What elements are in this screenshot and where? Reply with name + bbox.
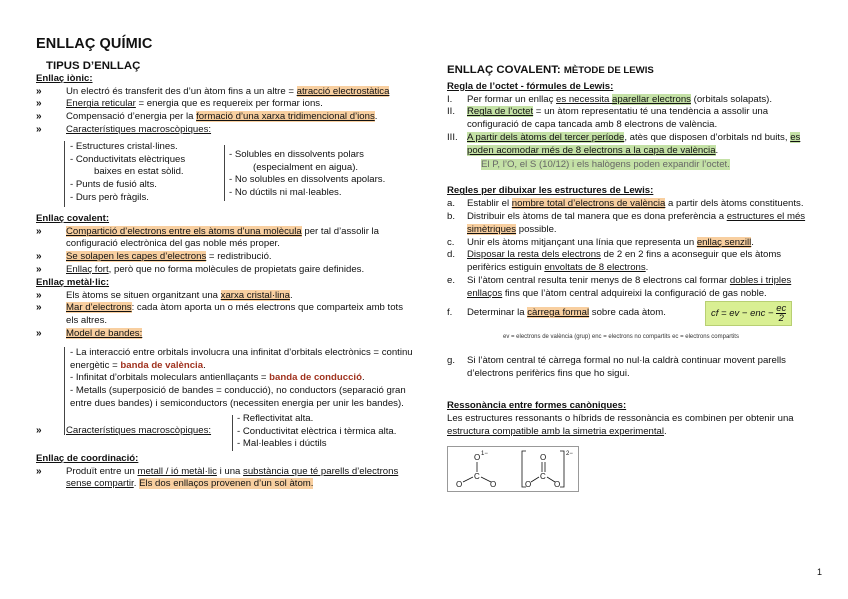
list-item: » Produït entre un metall / ió metàl·lic i una substància que té parells d’electrons sense compartir. Els dos enllaços provenen d’un sol àtom. — [36, 465, 399, 490]
section-title-tipus: TIPUS D’ENLLAÇ — [46, 60, 141, 72]
list-item: b. Distribuir els àtoms de tal manera que es dona preferència a estructures el més simètriques possible. — [447, 210, 806, 235]
list-item: g. Si l’àtom central té càrrega formal no nul·la caldrà continuar movent parells d’electrons perifèrics fins que ho sigui. — [447, 355, 786, 380]
list-item: » Enllaç fort, però que no forma molècules de propietats gaire definides. — [36, 263, 365, 275]
brace — [64, 141, 65, 207]
svg-text:O: O — [490, 480, 497, 490]
rules-heading: Regles per dibuixar les estructures de Lewis: — [447, 185, 654, 197]
bullet-icon: » — [36, 98, 42, 110]
list-item: d. Disposar la resta dels electrons de 2 en 2 fins a aconseguir que els àtoms perifèrics estiguin envoltats de 8 electrons. — [447, 249, 782, 274]
svg-text:O: O — [474, 453, 481, 463]
list-item: » Característiques macroscòpiques: — [36, 424, 212, 436]
bullet-icon: » — [36, 465, 42, 477]
bullet-icon: » — [36, 263, 42, 275]
metallic-properties — [36, 413, 416, 453]
list-item: II. Regla de l’octet = un àtom representatiu té una tendència a assolir una configuració de capa tancada amb 8 electrons de valència. — [447, 106, 769, 131]
list-item: » Model de bandes: — [36, 327, 143, 339]
brace — [232, 415, 233, 451]
covalent-heading: Enllaç covalent: — [36, 212, 110, 224]
page-title: ENLLAÇ QUÍMIC — [36, 36, 153, 52]
resonance-heading: Ressonància entre formes canòniques: — [447, 399, 627, 411]
list-item: III. A partir dels àtoms del tercer període, atès que disposen d’orbitals nd buits, es poden acomodar més de 8 electrons a la capa de valència. — [447, 131, 801, 156]
carbonate-right — [522, 451, 573, 489]
list-item: » Els àtoms se situen organitzant una xarxa cristal·lina. — [36, 289, 293, 301]
list-item: » Un electró és transferit des d’un àtom fins a un altre = atracció electrostàtica — [36, 85, 390, 97]
bullet-icon: » — [36, 225, 42, 237]
list-item: I. Per formar un enllaç es necessita aparellar electrons (orbitals solapats). — [447, 93, 773, 105]
list-item: » Compensació d’energia per la formació d’una xarxa tridimencional d’ions. — [36, 111, 378, 123]
section-title-lewis: ENLLAÇ COVALENT: MÈTODE DE LEWIS — [447, 64, 654, 76]
resonance-text: Les estructures ressonants o híbrids de ressonància es combinen per obtenir una estructura compatible amb la simetria experimental. — [447, 412, 794, 437]
svg-text:O: O — [540, 453, 547, 463]
bullet-icon: » — [36, 327, 42, 339]
list-item: » Energia reticular = energia que es requereix per formar ions. — [36, 98, 323, 110]
list-item: c. Unir els àtoms mitjançant una línia que representa un enllaç senzill. — [447, 236, 754, 248]
ionic-props-right: - Solubles en dissolvents polars (especialment en aigua). - No solubles en dissolvents apolars. - No dúctils ni mal·leables. — [229, 148, 386, 199]
brace — [224, 145, 225, 201]
metallic-props: - Reflectivitat alta. - Conductivitat elèctrica i tèrmica alta. - Mal·leables i dúctils — [237, 412, 397, 450]
metallic-heading: Enllaç metàl·lic: — [36, 276, 110, 288]
bullet-icon: » — [36, 289, 42, 301]
svg-text:C: C — [540, 472, 546, 482]
formal-charge-formula: cf = ev − enc − $\frac{ec}{2}$ — [705, 301, 792, 326]
resonance-figure — [447, 446, 579, 492]
list-item: a. Establir el nombre total d’electrons de valència a partir dels àtoms constituents. — [447, 198, 804, 210]
page-number: 1 — [816, 567, 822, 577]
bullet-icon: » — [36, 123, 42, 135]
ionic-properties — [36, 137, 416, 211]
list-item: e. Si l’àtom central resulta tenir menys de 8 electrons cal formar dobles i triples enllaços fins que l’àtom central adquireixi la configuració de gas noble. — [447, 274, 792, 299]
formula-legend: ev = electrons de valència (grup) enc = electrons no compartits ec = electrons compartits — [503, 333, 739, 340]
bullet-icon: » — [36, 424, 42, 436]
bullet-icon: » — [36, 85, 42, 97]
carbonate-structures — [448, 447, 578, 491]
svg-text:1−: 1− — [481, 451, 488, 458]
ionic-heading: Enllaç iònic: — [36, 72, 93, 84]
left-column — [36, 60, 416, 491]
list-item: » Característiques macroscòpiques: — [36, 123, 212, 135]
list-item: f. Determinar la càrrega formal sobre cada àtom. cf = ev − enc − $\frac{ec}{2}$ — [447, 301, 822, 327]
band-model: - La interacció entre orbitals involucra una infinitat d’orbitals electrònics = continu energètic = banda de valència. - Infinitat d’orbitals moleculars antienllaçants = banda de conducció. - Metalls (superposició de bandes = conducció), no conductors (separació gran entre dues bandes) i semiconductors (necessiten energia per unir les bandes). — [36, 347, 416, 411]
bullet-icon: » — [36, 302, 42, 314]
list-item: » Compartició d’electrons entre els àtoms d’una molècula per tal d’assolir la configuració electrònica del gas noble més proper. — [36, 225, 380, 250]
carbonate-left — [456, 451, 496, 489]
ionic-props-left: - Estructures cristal·lines. - Conductivitats elèctriques baixes en estat sòlid. - Punts de fusió alts. - Durs però fràgils. — [70, 140, 186, 203]
svg-text:O: O — [554, 480, 561, 490]
octet-note: El P, l’O, el S (10/12) i els halògens poden expandir l’octet. — [481, 158, 730, 170]
bullet-icon: » — [36, 111, 42, 123]
svg-text:C: C — [474, 472, 480, 482]
bullet-icon: » — [36, 251, 42, 263]
svg-text:2−: 2− — [566, 451, 573, 458]
svg-text:O: O — [456, 480, 463, 490]
list-item: » Mar d’electrons: cada àtom aporta un o més electrons que comparteix amb tots els altres. — [36, 302, 404, 327]
right-column — [447, 64, 822, 492]
coord-heading: Enllaç de coordinació: — [36, 452, 139, 464]
list-item: » Se solapen les capes d’electrons = redistribució. — [36, 251, 272, 263]
octet-heading: Regla de l’octet - fórmules de Lewis: — [447, 80, 614, 92]
svg-text:O: O — [525, 480, 532, 490]
